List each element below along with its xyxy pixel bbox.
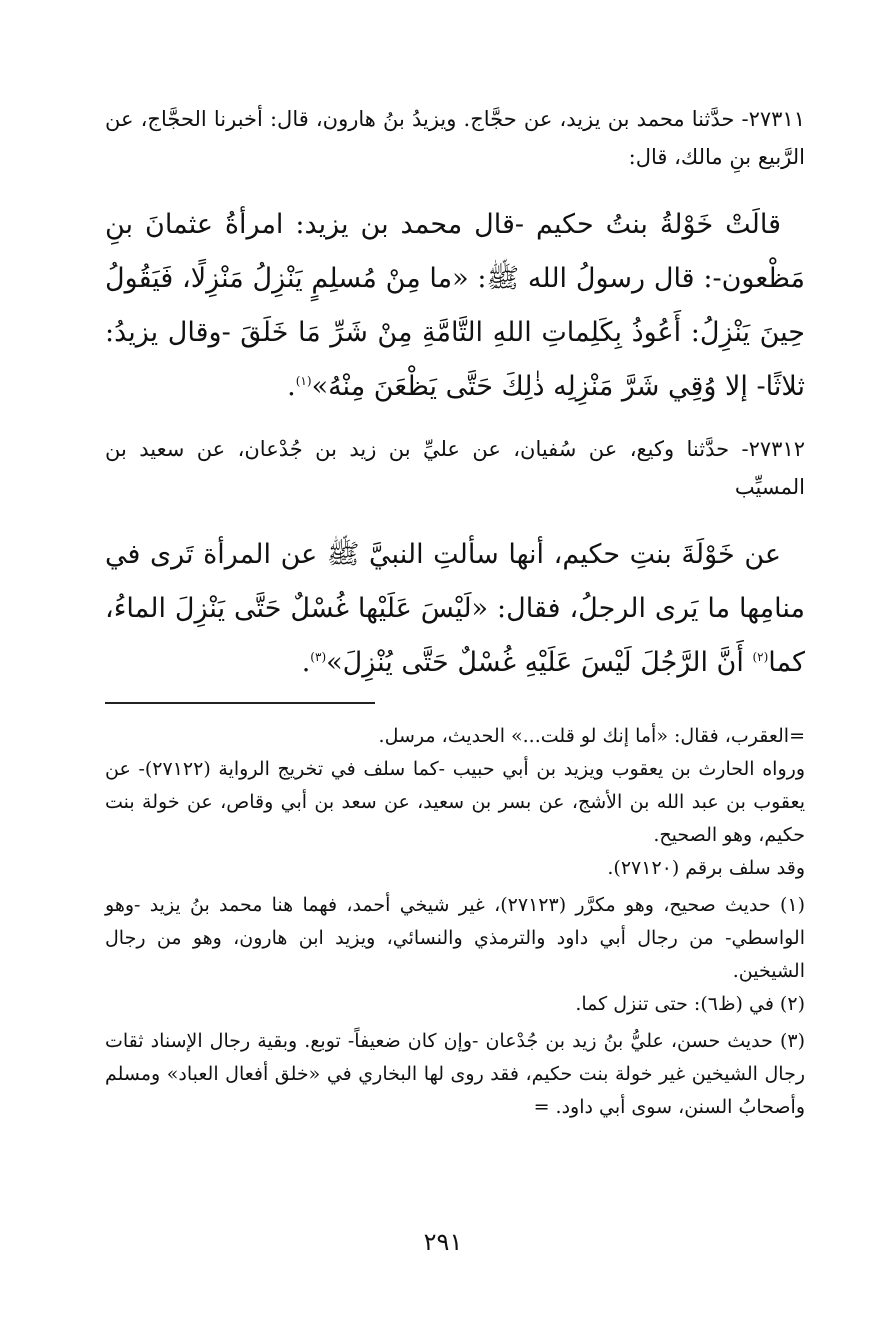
footnote-3: (٣) حديث حسن، عليُّ بنُ زيد بن جُدْعان -وإن كان ضعيفاً- توبع. وبقية رجال الإسناد ثقات رجال الشيخين غير خولة بنت حكيم، فقد روى لها البخاري في «خلق أفعال العباد» ومسلم وأصحابُ السنن، سوى أبي داود. = — [105, 1030, 805, 1118]
footnotes — [105, 720, 805, 1124]
footnote-ref-1: (١) — [295, 374, 312, 388]
page-number: ٢٩١ — [423, 1228, 463, 1256]
footnote-2: (٢) في (ظ٦): حتى تنزل كما. — [575, 993, 805, 1015]
hadith-27312-matn-cont: أَنَّ الرَّجُلَ لَيْسَ عَلَيْهِ غُسْلٌ حَتَّى يُنْزِلَ» — [326, 647, 753, 678]
footnote-separator — [105, 702, 375, 704]
footnote-continuation-3: وقد سلف برقم (٢٧١٢٠). — [607, 857, 805, 879]
footnote-ref-3: (٣) — [310, 650, 327, 664]
hadith-27312-isnad: ٢٧٣١٢- حدَّثنا وكيع، عن سُفيان، عن عليِّ بن زيد بن جُدْعان، عن سعيد بن المسيِّب — [105, 437, 806, 499]
hadith-27311-isnad: ٢٧٣١١- حدَّثنا محمد بن يزيد، عن حجَّاج. ويزيدُ بنُ هارون، قال: أخبرنا الحجَّاج، عن الرَّبيع بنِ مالك، قال: — [105, 107, 805, 169]
footnote-continuation-2: ورواه الحارث بن يعقوب ويزيد بن أبي حبيب -كما سلف في تخريج الرواية (٢٧١٢٢)- عن يعقوب بن عبد الله بن الأشج، عن بسر بن سعيد، عن سعد بن أبي وقاص، عن خولة بنت حكيم، وهو الصحيح. — [105, 758, 805, 846]
hadith-27312-matn-text: عن خَوْلَةَ بنتِ حكيم، أنها سألتِ النبيَّ ﷺ عن المرأة تَرى في منامِها ما يَرى الرجلُ، فقال: «لَيْسَ عَلَيْها غُسْلٌ حَتَّى يَنْزِلَ الماءُ، كما — [105, 539, 805, 678]
hadith-27311-matn-end: . — [287, 371, 296, 402]
hadith-27311-matn-text: قالَتْ خَوْلةُ بنتُ حكيم -قال محمد بن يزيد: امرأةُ عثمانَ بنِ مَظْعون-: قال رسولُ الله ﷺ: «ما مِنْ مُسلِمٍ يَنْزِلُ مَنْزِلًا، فَيَقُولُ حِينَ يَنْزِلُ: أَعُوذُ بِكَلِماتِ اللهِ التَّامَّةِ مِنْ شَرِّ مَا خَلَقَ -وقال يزيدُ: ثلاثًا- إلا وُقِي شَرَّ مَنْزِلِه ذٰلِكَ حَتَّى يَظْعَنَ مِنْهُ» — [105, 209, 805, 402]
footnote-1: (١) حديث صحيح، وهو مكرَّر (٢٧١٢٣)، غير شيخي أحمد، فهما هنا محمد بنُ يزيد -وهو الواسطي- من رجال أبي داود والترمذي والنسائي، ويزيد ابن هارون، وهو من رجال الشيخين. — [105, 894, 805, 982]
hadith-27312-matn — [105, 528, 805, 690]
footnote-continuation-1: =العقرب، فقال: «أما إنك لو قلت...» الحديث، مرسل. — [378, 725, 805, 747]
main-text — [105, 100, 805, 690]
hadith-27311-matn — [105, 198, 805, 414]
hadith-27312-matn-end: . — [301, 647, 311, 678]
footnote-ref-2: (٢) — [752, 650, 769, 664]
